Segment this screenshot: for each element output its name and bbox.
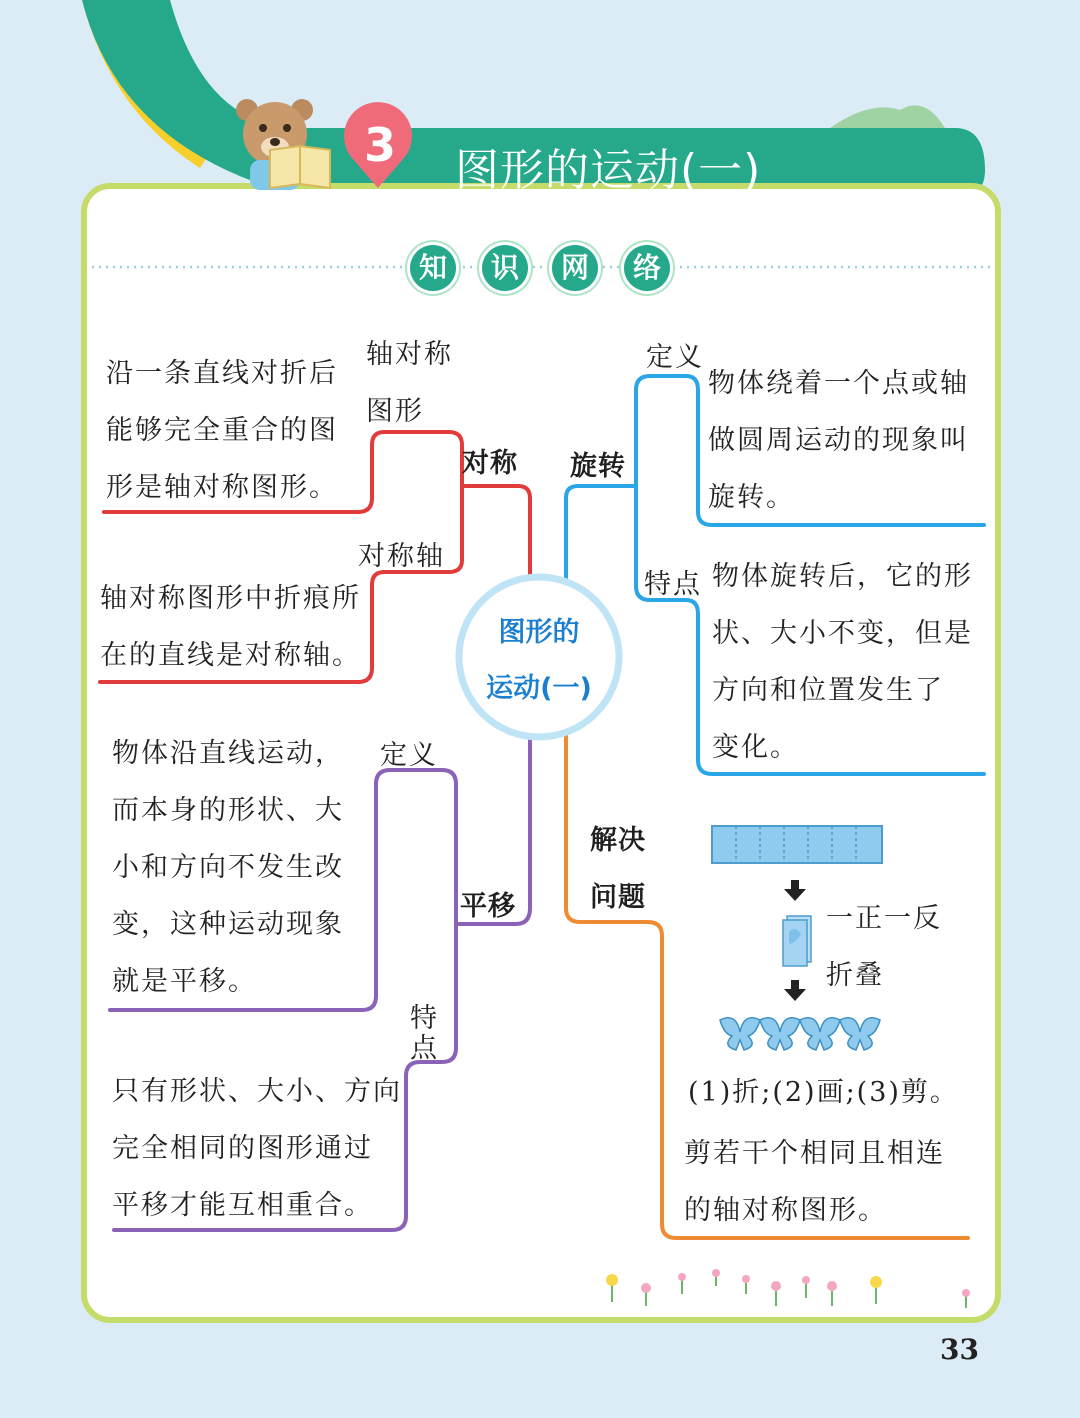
symmetry-branch-label: 对称 (462, 448, 518, 479)
problem-branch-label: 问题 (590, 882, 646, 913)
rotation-feature-text: 状、大小不变，但是 (712, 618, 973, 649)
translation-feature-text: 只有形状、大小、方向 (112, 1076, 402, 1107)
center-title-line2: 运动(一) (486, 673, 592, 704)
section-heading-char: 络 (624, 245, 670, 291)
section-heading-char: 知 (410, 245, 456, 291)
folded-paper-icon (783, 916, 811, 966)
page-number: 33 (940, 1333, 979, 1366)
symmetry-axis-text: 在的直线是对称轴。 (100, 640, 361, 671)
translation-definition-text: 小和方向不发生改 (112, 852, 344, 883)
rotation-feature-text: 变化。 (712, 732, 799, 763)
section-heading-char: 识 (482, 245, 528, 291)
axis-figure-text: 能够完全重合的图 (106, 415, 338, 446)
translation-definition-label: 定义 (380, 740, 438, 771)
problem-text: 剪若干个相同且相连 (684, 1138, 945, 1169)
page-title: 图形的运动(一) (455, 145, 762, 196)
chapter-number: 3 (363, 118, 396, 172)
translation-definition-text: 就是平移。 (112, 966, 257, 997)
symmetry-axis-text: 轴对称图形中折痕所 (100, 583, 361, 614)
fold-method-label: 一正一反 (826, 903, 942, 934)
symmetry-axis-label: 对称轴 (358, 541, 445, 572)
hill-decoration (830, 105, 945, 128)
paper-strip-icon (712, 826, 882, 863)
rotation-definition-text: 物体绕着一个点或轴 (708, 368, 969, 399)
problem-branch-label: 解决 (590, 825, 646, 856)
rotation-branch-label: 旋转 (570, 451, 626, 482)
rotation-feature-text: 物体旋转后，它的形 (712, 561, 973, 592)
translation-feature-text: 完全相同的图形通过 (112, 1133, 373, 1164)
translation-feature-label: 点 (410, 1033, 439, 1064)
axis-figure-label: 轴对称 (366, 339, 453, 370)
rotation-definition-text: 做圆周运动的现象叫 (708, 425, 969, 456)
center-circle (459, 577, 619, 737)
axis-figure-label: 图形 (366, 396, 424, 427)
problem-text: 的轴对称图形。 (684, 1195, 887, 1226)
translation-branch-label: 平移 (460, 891, 516, 922)
center-title-line1: 图形的 (498, 617, 580, 648)
problem-steps: (1)折;(2)画;(3)剪。 (688, 1077, 959, 1108)
translation-feature-label: 特 (410, 1003, 439, 1034)
rotation-definition-label: 定义 (646, 342, 704, 373)
axis-figure-text: 形是轴对称图形。 (106, 472, 338, 503)
rotation-feature-label: 特点 (644, 569, 702, 600)
rotation-definition-text: 旋转。 (708, 482, 795, 513)
fold-method-label: 折叠 (826, 960, 884, 991)
rotation-feature-text: 方向和位置发生了 (712, 675, 944, 706)
axis-figure-text: 沿一条直线对折后 (106, 358, 338, 389)
translation-definition-text: 而本身的形状、大 (112, 795, 344, 826)
section-heading-char: 网 (552, 245, 598, 291)
translation-feature-text: 平移才能互相重合。 (112, 1190, 373, 1221)
translation-definition-text: 变，这种运动现象 (112, 909, 344, 940)
translation-definition-text: 物体沿直线运动， (112, 738, 344, 769)
